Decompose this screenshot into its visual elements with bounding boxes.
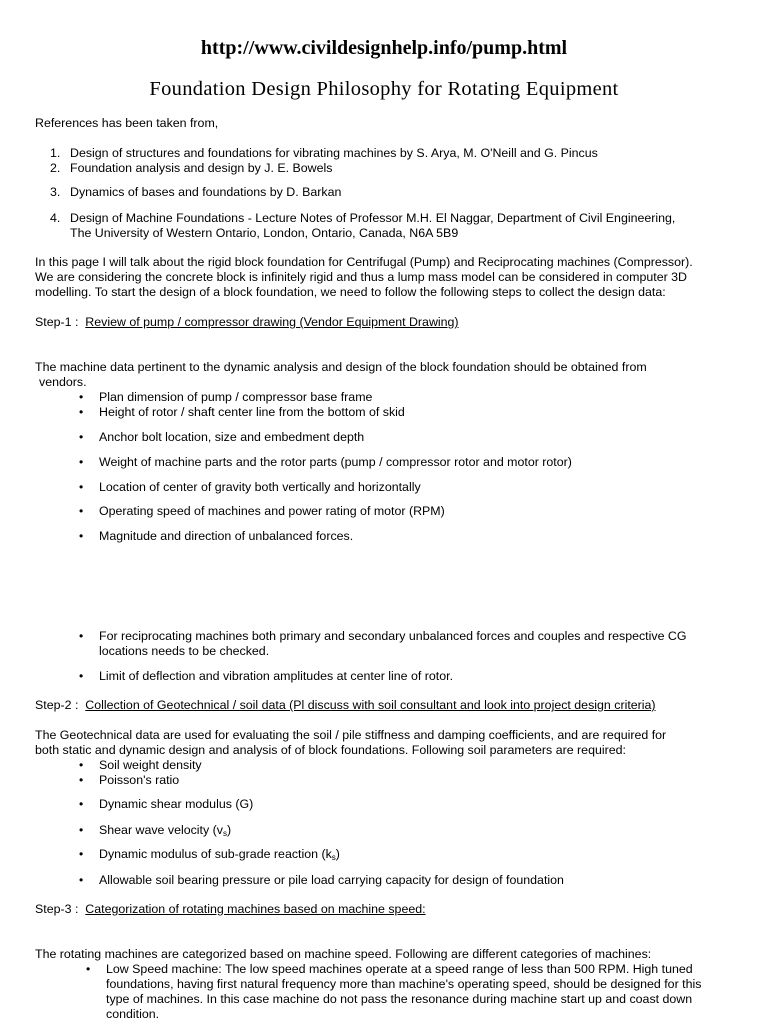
list-item: • Dynamic shear modulus (G) <box>79 797 254 811</box>
step-3-para: The rotating machines are categorized based on machine speed. Following are different categories of machines: <box>35 947 652 961</box>
reference-item-3 <box>50 185 341 200</box>
bullet-icon: • <box>79 823 84 837</box>
reference-item-1 <box>50 146 598 161</box>
references-intro: References has been taken from, <box>35 116 219 130</box>
bullet-icon: • <box>79 797 84 811</box>
list-item: • Dynamic modulus of sub-grade reaction $(k_s)$ <box>79 847 340 862</box>
bullet-icon: • <box>86 962 91 976</box>
step-1-label: Step-1 : <box>35 315 79 329</box>
bullet-icon: • <box>79 669 84 683</box>
bullet-icon: • <box>79 480 84 494</box>
list-item: • Magnitude and direction of unbalanced forces. <box>79 529 354 543</box>
bullet-icon: • <box>79 430 84 444</box>
step-3-label: Step-3 : <box>35 902 79 916</box>
step-2-para-line-2: both static and dynamic design and analysis of of block foundations. Following soil parameters are required: <box>35 743 626 757</box>
step-2-title: Collection of Geotechnical / soil data (Pl discuss with soil consultant and look into project design criteria) <box>85 698 656 712</box>
list-item: • Allowable soil bearing pressure or pile load carrying capacity for design of foundation <box>79 873 564 887</box>
step-1-title: Review of pump / compressor drawing (Vendor Equipment Drawing) <box>85 315 459 329</box>
list-item: • Operating speed of machines and power rating of motor (RPM) <box>79 504 445 518</box>
list-item: • Location of center of gravity both vertically and horizontally <box>79 480 421 494</box>
bullet-icon: • <box>79 504 84 518</box>
intro-line-3: modelling. To start the design of a block foundation, we need to follow the following steps to collect the design data: <box>35 285 666 299</box>
list-item: • For reciprocating machines both primary and secondary unbalanced forces and couples and respective CG <box>79 629 687 643</box>
list-item: • Plan dimension of pump / compressor base frame <box>79 390 373 404</box>
bullet-icon: • <box>79 455 84 469</box>
reference-item-2 <box>50 161 332 176</box>
bullet-icon: • <box>79 758 84 772</box>
step-1-heading <box>35 315 459 330</box>
step-3-title: Categorization of rotating machines based on machine speed: <box>85 902 426 916</box>
list-item-continued: locations needs to be checked. <box>99 644 270 658</box>
step-2-heading <box>35 698 656 713</box>
reference-text: Foundation analysis and design by J. E. Bowels <box>70 161 333 175</box>
list-item: • Shear wave velocity $(v_s)$ <box>79 823 232 838</box>
reference-text: Dynamics of bases and foundations by D. Barkan <box>70 185 342 199</box>
list-item: • Poisson's ratio <box>79 773 180 787</box>
bullet-icon: • <box>79 873 84 887</box>
step-1-para-line-2: vendors. <box>39 375 87 389</box>
list-item: • Limit of deflection and vibration amplitudes at center line of rotor. <box>79 669 454 683</box>
step-2-para-line-1: The Geotechnical data are used for evaluating the soil / pile stiffness and damping coefficients, and are required for <box>35 728 667 742</box>
intro-line-1: In this page I will talk about the rigid block foundation for Centrifugal (Pump) and Reciprocating machines (Compressor). <box>35 255 693 269</box>
step-1-para-line-1: The machine data pertinent to the dynamic analysis and design of the block foundation should be obtained from <box>35 360 647 374</box>
list-item: • Weight of machine parts and the rotor parts (pump / compressor rotor and motor rotor) <box>79 455 572 469</box>
reference-text: The University of Western Ontario, London, Ontario, Canada, N6A 5B9 <box>70 226 459 240</box>
intro-line-2: We are considering the concrete block is infinitely rigid and thus a lump mass model can be considered in computer 3D <box>35 270 687 284</box>
list-item: • Height of rotor / shaft center line from the bottom of skid <box>79 405 405 419</box>
page-title: Foundation Design Philosophy for Rotating Equipment <box>149 78 619 100</box>
bullet-icon: • <box>79 529 84 543</box>
list-item-continued: foundations, having first natural frequency more than machine's operating speed, should be designed for this <box>106 977 702 991</box>
page-url: http://www.civildesignhelp.info/pump.html <box>200 37 568 59</box>
list-item-continued: type of machines. In this case machine do not pass the resonance during machine start up and coast down <box>106 992 693 1006</box>
list-item-continued: condition. <box>106 1007 160 1021</box>
bullet-icon: • <box>79 405 84 419</box>
reference-item-4-continued <box>50 226 458 241</box>
step-2-label: Step-2 : <box>35 698 79 712</box>
reference-text: Design of structures and foundations for vibrating machines by S. Arya, M. O'Neill and G. Pincus <box>70 146 598 160</box>
reference-number: 1. <box>50 146 61 160</box>
reference-number: 4. <box>50 211 61 225</box>
reference-number: 3. <box>50 185 61 199</box>
list-item: • Anchor bolt location, size and embedment depth <box>79 430 365 444</box>
list-item: • Soil weight density <box>79 758 202 772</box>
reference-text: Design of Machine Foundations - Lecture Notes of Professor M.H. El Naggar, Department of Civil Engineering, <box>70 211 676 225</box>
bullet-icon: • <box>79 847 84 861</box>
step-3-heading <box>35 902 426 917</box>
bullet-icon: • <box>79 629 84 643</box>
bullet-icon: • <box>79 773 84 787</box>
reference-item-4 <box>50 211 675 226</box>
reference-number: 2. <box>50 161 61 175</box>
list-item: • Low Speed machine: The low speed machines operate at a speed range of less than 500 RPM. High tuned <box>86 962 693 976</box>
bullet-icon: • <box>79 390 84 404</box>
